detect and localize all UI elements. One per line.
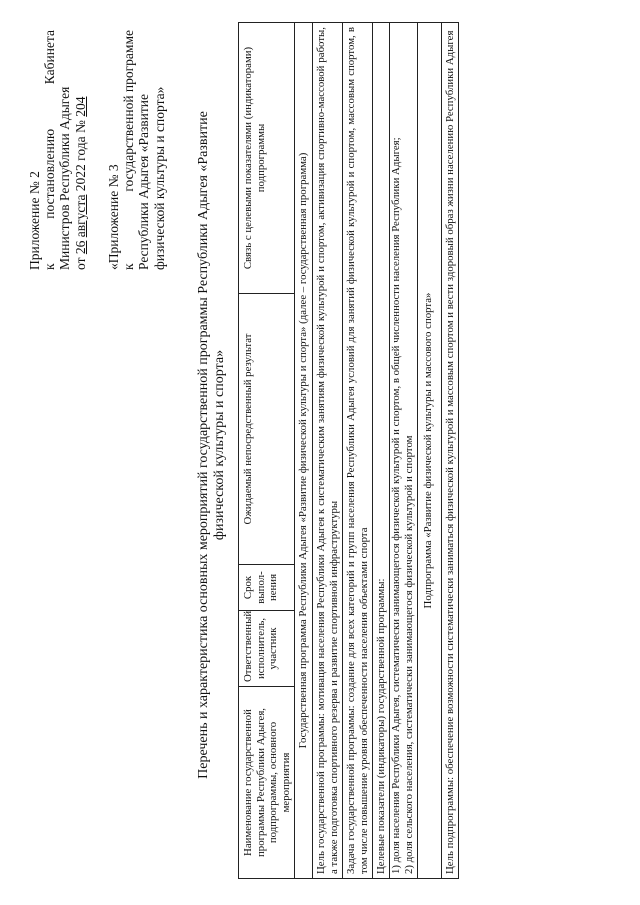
indicator-item: 2) доля сельского населения, систематически занимающегося физической культурой и спортом: [402, 435, 415, 874]
program-republic-line: Республики Адыгея «Развитие: [136, 93, 152, 270]
resolution-reference-line: [42, 30, 57, 270]
table-row: [418, 23, 442, 879]
header-program-name: Наименование государственной программы Республики Адыгея, подпрограммы, основного мероприятия: [239, 687, 295, 879]
resolution-number: 204: [72, 96, 88, 117]
header-indicator-link: Связь с целевыми показателями (индикаторами) подпрограммы: [239, 23, 295, 294]
program-appendix-number: «Приложение № 3: [106, 164, 121, 270]
indicators-heading: Целевые показатели (индикаторы) государственной программы:: [375, 23, 390, 878]
date-year: 2022 года №: [72, 120, 88, 192]
title-line-1: Перечень и характеристика основных мероприятий государственной программы Республики Адыгея «Развитие: [196, 111, 211, 779]
date-month: августа: [72, 194, 88, 238]
table-header-row: [239, 23, 295, 879]
indicator-item: 1) доля населения Республики Адыгея, систематически занимающегося физической культурой и спортом, в общей численности населения Республики Адыгея;: [389, 137, 402, 874]
header-executor: Ответственный исполнитель, участник: [239, 611, 295, 687]
subprogram-goal-cell: Цель подпрограммы: обеспечение возможности систематически заниматься физической культурой и массовым спортом и вести здоровый образ жизни населению Республики Адыгея: [441, 23, 459, 879]
appendix-header: [27, 30, 88, 270]
program-goal-cell: Цель государственной программы: мотивация населения Республики Адыгея к систематическим занятиям физической культурой и спортом, активизация спортивно-массовой работы, а также подготовка спортивного резерва и развитие спортивной инфраструктуры: [312, 23, 342, 879]
header-deadline: Срок выпол-нения: [239, 565, 295, 611]
measures-table: [238, 22, 459, 879]
title-line-2: физической культуры и спорта»: [212, 349, 227, 541]
date-prefix: от: [72, 257, 88, 270]
resolution-word: постановлению: [42, 128, 58, 219]
resolution-date-line: [73, 30, 88, 270]
program-title-cell: Государственная программа Республики Адыгея «Развитие физической культуры и спорта» (далее – государственная программа): [295, 23, 313, 879]
program-indicators-cell: [373, 23, 418, 879]
header-expected-result: Ожидаемый непосредственный результат: [239, 294, 295, 565]
program-name-line: физической культуры и спорта»: [151, 86, 167, 270]
resolution-prefix: к: [42, 263, 58, 270]
program-reference-prefix: к: [121, 263, 137, 270]
appendix-number: Приложение № 2: [27, 171, 42, 270]
program-appendix-header: [106, 30, 167, 270]
ministers-line: Министров Республики Адыгея: [57, 86, 73, 270]
document-title: [196, 25, 228, 865]
program-reference-text: государственной программе: [121, 30, 137, 192]
subprogram-title-cell: Подпрограмма «Развитие физической культуры и массового спорта»: [418, 23, 442, 879]
table-row: [441, 23, 459, 879]
table-row: [312, 23, 342, 879]
resolution-cabinet: Кабинета: [42, 30, 58, 85]
program-task-cell: Задача государственной программы: создание для всех категорий и групп населения Республики Адыгея условий для занятий физической культурой и спортом, массовым спортом, в том числе повышение уровня обеспеченности населения объектами спорта: [343, 23, 373, 879]
program-reference-line: [121, 30, 136, 270]
table-row: [343, 23, 373, 879]
table-row: [373, 23, 418, 879]
table-row: [295, 23, 313, 879]
date-day: 26: [72, 240, 88, 255]
